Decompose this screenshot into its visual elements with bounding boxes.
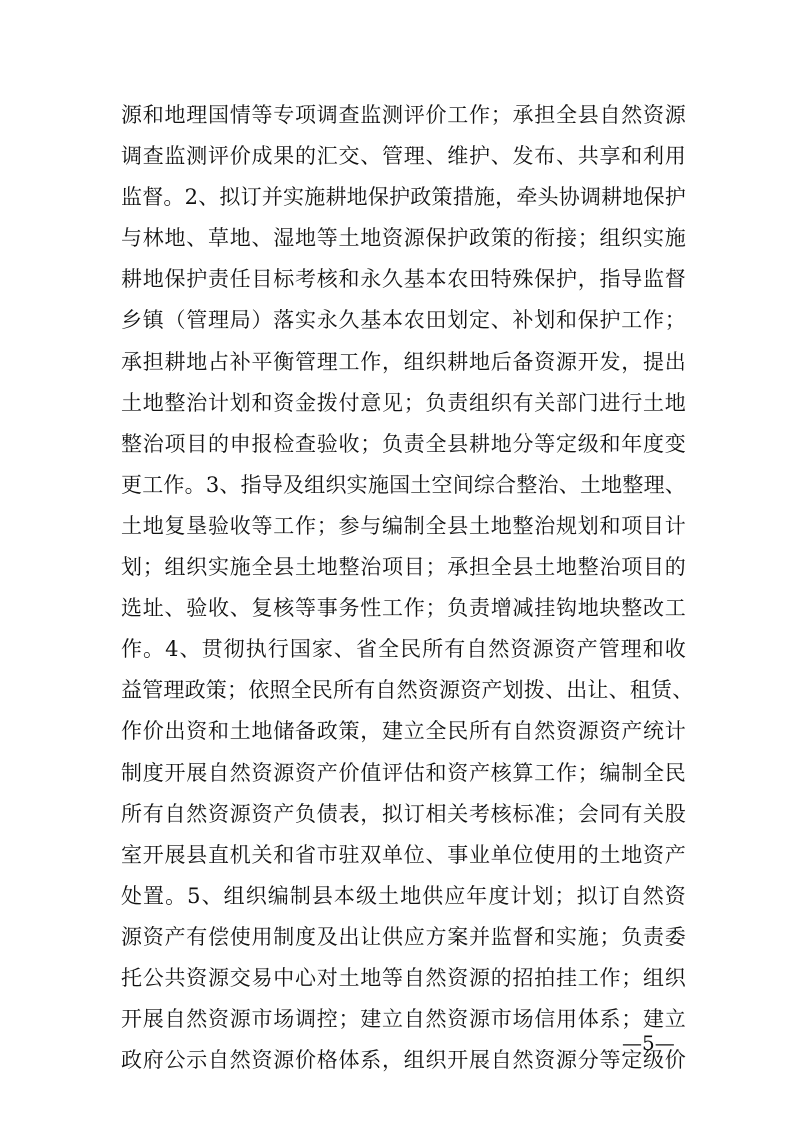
text-line: 乡镇（管理局）落实永久基本农田划定、补划和保护工作； bbox=[121, 308, 686, 333]
text-line: 源资产有偿使用制度及出让供应方案并监督和实施；负责委 bbox=[121, 924, 686, 949]
text-line: 政府公示自然资源价格体系，组织开展自然资源分等定级价 bbox=[121, 1048, 686, 1073]
text-line: 监督。2、拟订并实施耕地保护政策措施，牵头协调耕地保护 bbox=[121, 185, 686, 210]
text-line: 土地复垦验收等工作；参与编制全县土地整治规划和项目计 bbox=[121, 513, 686, 538]
text-line: 开展自然资源市场调控；建立自然资源市场信用体系；建立 bbox=[121, 1007, 686, 1032]
text-line: 制度开展自然资源资产价值评估和资产核算工作；编制全民 bbox=[121, 760, 686, 785]
text-line: 更工作。3、指导及组织实施国土空间综合整治、土地整理、 bbox=[121, 472, 686, 497]
text-line: 益管理政策；依照全民所有自然资源资产划拨、出让、租赁、 bbox=[121, 678, 694, 703]
text-line: 承担耕地占补平衡管理工作，组织耕地后备资源开发，提出 bbox=[121, 349, 686, 374]
text-line: 耕地保护责任目标考核和永久基本农田特殊保护，指导监督 bbox=[121, 267, 686, 292]
text-line: 作。4、贯彻执行国家、省全民所有自然资源资产管理和收 bbox=[121, 637, 686, 662]
text-line: 室开展县直机关和省市驻双单位、事业单位使用的土地资产 bbox=[121, 842, 686, 867]
text-line: 作价出资和土地储备政策，建立全民所有自然资源资产统计 bbox=[121, 719, 686, 744]
page-number: —5— bbox=[622, 1031, 675, 1055]
text-line: 与林地、草地、湿地等土地资源保护政策的衔接；组织实施 bbox=[121, 226, 686, 251]
text-line: 划；组织实施全县土地整治项目；承担全县土地整治项目的 bbox=[121, 555, 686, 580]
text-line: 调查监测评价成果的汇交、管理、维护、发布、共享和利用 bbox=[121, 144, 686, 169]
text-line: 土地整治计划和资金拨付意见；负责组织有关部门进行土地 bbox=[121, 390, 686, 415]
text-line: 托公共资源交易中心对土地等自然资源的招拍挂工作；组织 bbox=[121, 965, 686, 990]
text-line: 所有自然资源资产负债表，拟订相关考核标准；会同有关股 bbox=[121, 801, 686, 826]
text-line: 源和地理国情等专项调查监测评价工作；承担全县自然资源 bbox=[121, 103, 686, 127]
text-line: 处置。5、组织编制县本级土地供应年度计划；拟订自然资 bbox=[121, 883, 686, 908]
body-text bbox=[121, 95, 694, 1081]
text-line: 选址、验收、复核等事务性工作；负责增减挂钩地块整改工 bbox=[121, 596, 686, 621]
text-line: 整治项目的申报检查验收；负责全县耕地分等定级和年度变 bbox=[121, 431, 686, 456]
